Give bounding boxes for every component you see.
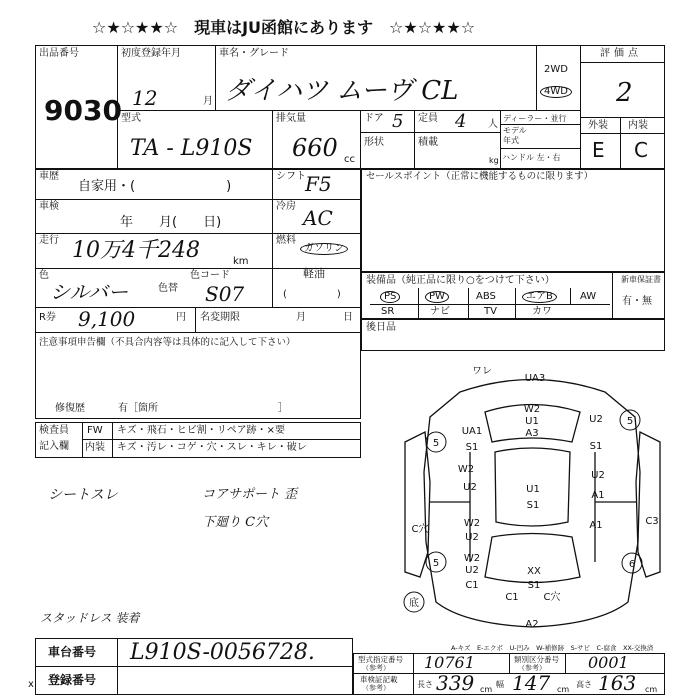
model-year-label1: モデル — [503, 126, 527, 135]
sales-point-label: セールスポイント（正常に機能するものに限ります） — [366, 171, 594, 182]
length-label: 長さ — [417, 680, 433, 689]
fuel-diesel: 軽油 — [303, 267, 325, 280]
mark-a1-right-low: A1 — [589, 520, 603, 531]
rear-seat-frame — [361, 319, 665, 351]
model-label: 型式 — [121, 113, 141, 124]
tire-fr: 5 — [626, 416, 634, 427]
mark-ua3: UA3 — [524, 373, 546, 384]
inspector-label1: 検査員 — [39, 425, 69, 436]
score-label: 評価点 — [600, 48, 642, 59]
name-change-month: 月 — [296, 312, 306, 323]
width-label: 幅 — [496, 680, 504, 689]
drive-4wd: 4WD — [540, 86, 572, 98]
repair-value: 有［箇所 ］ — [118, 403, 288, 414]
color-change-label: 色替 — [158, 283, 178, 294]
height-label: 高さ — [576, 680, 592, 689]
tire-rl: 5 — [432, 558, 440, 569]
color-value: シルバー — [50, 280, 129, 304]
capacity-value: 4 — [455, 111, 467, 132]
registration-year: 12 — [132, 86, 158, 110]
history-value: 自家用・( ) — [78, 179, 232, 194]
mark-a3: A3 — [525, 428, 539, 439]
repair-label: 修復歴 — [55, 403, 85, 414]
displacement-unit: cc — [344, 154, 355, 165]
mark-u2-left-mid: U2 — [463, 482, 477, 493]
recycle-value: 9,100 — [78, 307, 136, 331]
inspector-row1: キズ・飛石・ヒビ割・リペア跡・×要 — [117, 425, 285, 436]
rear-seat-label: 後日品 — [366, 322, 396, 333]
mark-s1-center: S1 — [526, 500, 540, 511]
tire-rr: 6 — [628, 559, 636, 570]
model-value: TA - L910S — [130, 136, 253, 161]
interior-label: 内装 — [628, 120, 648, 131]
shape-label: 形状 — [364, 137, 384, 148]
inspector-label2: 記入欄 — [39, 441, 69, 452]
inspector-fw: FW — [87, 425, 103, 436]
mark-a2: A2 — [525, 619, 539, 630]
diagram-legend: A-キズ E-エクボ U-凹み W-補修跡 S-サビ C-腐食 XX-交換済 — [451, 644, 654, 652]
equip-airbag: エアB — [522, 291, 557, 303]
recycle-unit: 円 — [176, 312, 186, 323]
remark-seat: シートスレ — [48, 487, 118, 503]
certificate-sub: （参考） — [362, 684, 390, 692]
category-label: 類別区分番号 — [514, 655, 559, 664]
mark-ware: ワレ — [472, 366, 492, 377]
mark-c-ana-rear: C穴 — [543, 592, 561, 603]
equip-navi: ナビ — [430, 306, 450, 317]
equip-aw: AW — [580, 291, 597, 302]
warranty-label: 新車保証書 — [621, 275, 661, 284]
mark-ua1: UA1 — [461, 426, 483, 437]
notes-label: 注意事項申告欄（不具合内容等は具体的に記入して下さい） — [39, 337, 296, 348]
mark-u1-top: U1 — [525, 416, 539, 427]
mark-w2-top: W2 — [523, 404, 541, 415]
inspector-interior: 内装 — [85, 442, 105, 453]
inspection-label: 車検 — [39, 201, 59, 212]
load-unit: kg — [489, 156, 499, 165]
shift-label: シフト — [276, 171, 306, 182]
mark-u2-left-rear: U2 — [465, 565, 479, 576]
type-designation-value: 10761 — [424, 653, 475, 672]
mark-u1-center: U1 — [526, 484, 540, 495]
mark-c-ana-left: C穴 — [411, 524, 429, 535]
mark-c3: C3 — [645, 516, 659, 527]
equipment-label: 装備品（純正品に限り○をつけて下さい） — [366, 275, 555, 286]
drive-2wd: 2WD — [544, 64, 568, 75]
displacement-value: 660 — [292, 134, 338, 162]
capacity-label: 定員 — [418, 113, 438, 124]
type-designation-label: 型式指定番号 — [358, 655, 403, 664]
car-name-value: ダイハツ ムーヴ CL — [225, 76, 459, 106]
mileage-value: 10万4千248 — [72, 238, 200, 263]
equip-tv: TV — [484, 306, 497, 317]
mark-s1-rear: S1 — [527, 580, 541, 591]
length-value: 339 — [436, 671, 475, 695]
remark-studless: スタッドレス 装着 — [40, 611, 140, 625]
score-value: 2 — [616, 78, 633, 108]
mark-w2-left-mid: W2 — [457, 464, 475, 475]
name-change-day: 日 — [343, 312, 353, 323]
exterior-grade: E — [592, 138, 605, 162]
doors-value: 5 — [392, 111, 404, 132]
width-unit: cm — [557, 685, 570, 694]
mark-bottom: 底 — [409, 598, 419, 609]
inspection-value: 年 月( 日) — [120, 215, 222, 230]
shift-value: F5 — [305, 172, 332, 196]
page-header: ☆★☆★★☆ 現車はJU函館にあります ☆★☆★★☆ — [92, 18, 476, 37]
color-label: 色 — [39, 270, 49, 281]
equip-leather: カワ — [532, 306, 552, 317]
equip-pw: PW — [425, 291, 449, 303]
mark-s1-left-top: S1 — [465, 442, 479, 453]
cooling-value: AC — [303, 206, 333, 230]
fuel-other: ( ) — [283, 289, 341, 300]
chassis-label: 車台番号 — [48, 645, 97, 659]
mileage-unit: km — [233, 256, 249, 267]
mark-xx: XX — [527, 566, 541, 577]
corner-mark: x — [28, 679, 34, 690]
mark-w2-left-rear: W2 — [463, 553, 481, 564]
displacement-label: 排気量 — [276, 113, 306, 124]
remark-core-support: コアサポート 歪 — [202, 487, 298, 502]
recycle-label: R券 — [39, 312, 56, 323]
load-label: 積載 — [418, 137, 438, 148]
doors-label: ドア — [364, 113, 384, 124]
dealer-label: ディーラー・並行 — [503, 114, 567, 123]
category-sub: （参考） — [518, 664, 546, 672]
lot-label: 出品番号 — [39, 48, 79, 59]
fuel-gasoline: ガソリン — [300, 243, 348, 255]
sales-point-frame — [361, 169, 665, 272]
width-value: 147 — [512, 671, 551, 695]
certificate-label: 車検証記載 — [360, 675, 398, 684]
mark-c1-bottom: C1 — [505, 592, 519, 603]
mark-u2-left-low: U2 — [465, 532, 479, 543]
car-damage-diagram — [400, 362, 665, 637]
capacity-unit: 人 — [488, 119, 498, 130]
type-designation-sub: （参考） — [362, 664, 390, 672]
category-value: 0001 — [588, 653, 629, 672]
mark-u2-right-top: U2 — [589, 414, 603, 425]
color-code-label: 色コード — [190, 270, 230, 281]
color-code: S07 — [205, 282, 245, 306]
equip-abs: ABS — [476, 291, 496, 302]
height-unit: cm — [645, 685, 658, 694]
warranty-value: 有・無 — [622, 296, 652, 307]
history-label: 車歴 — [39, 171, 59, 182]
mark-u2-right-mid: U2 — [591, 470, 605, 481]
registration-label: 初度登録年月 — [121, 48, 181, 59]
mark-a1-right-mid: A1 — [591, 490, 605, 501]
tire-fl: 5 — [432, 438, 440, 449]
interior-grade: C — [634, 138, 648, 162]
model-year-label2: 年式 — [503, 136, 519, 145]
mark-s1-right-top: S1 — [589, 441, 603, 452]
equip-ps: PS — [380, 291, 400, 303]
equip-sr: SR — [381, 306, 395, 317]
handle-label: ハンドル 左・右 — [502, 153, 561, 162]
inspector-row2: キズ・汚レ・コゲ・穴・スレ・キレ・破レ — [117, 442, 307, 453]
reg-number-label: 登録番号 — [48, 673, 97, 687]
car-name-label: 車名・グレード — [219, 48, 289, 59]
exterior-label: 外装 — [588, 120, 608, 131]
name-change-label: 名変期限 — [200, 312, 240, 323]
remark-underbody: 下廻り C穴 — [202, 515, 269, 530]
fuel-label: 燃料 — [276, 235, 296, 246]
mileage-label: 走行 — [39, 235, 59, 246]
length-unit: cm — [480, 685, 493, 694]
registration-month-unit: 月 — [203, 96, 213, 107]
cooling-label: 冷房 — [276, 201, 296, 212]
chassis-value: L910S-0056728. — [130, 640, 315, 665]
lot-number: 9030 — [44, 94, 122, 127]
height-value: 163 — [598, 671, 637, 695]
mark-w2-left-low: W2 — [463, 518, 481, 529]
mark-c1-left: C1 — [465, 580, 479, 591]
